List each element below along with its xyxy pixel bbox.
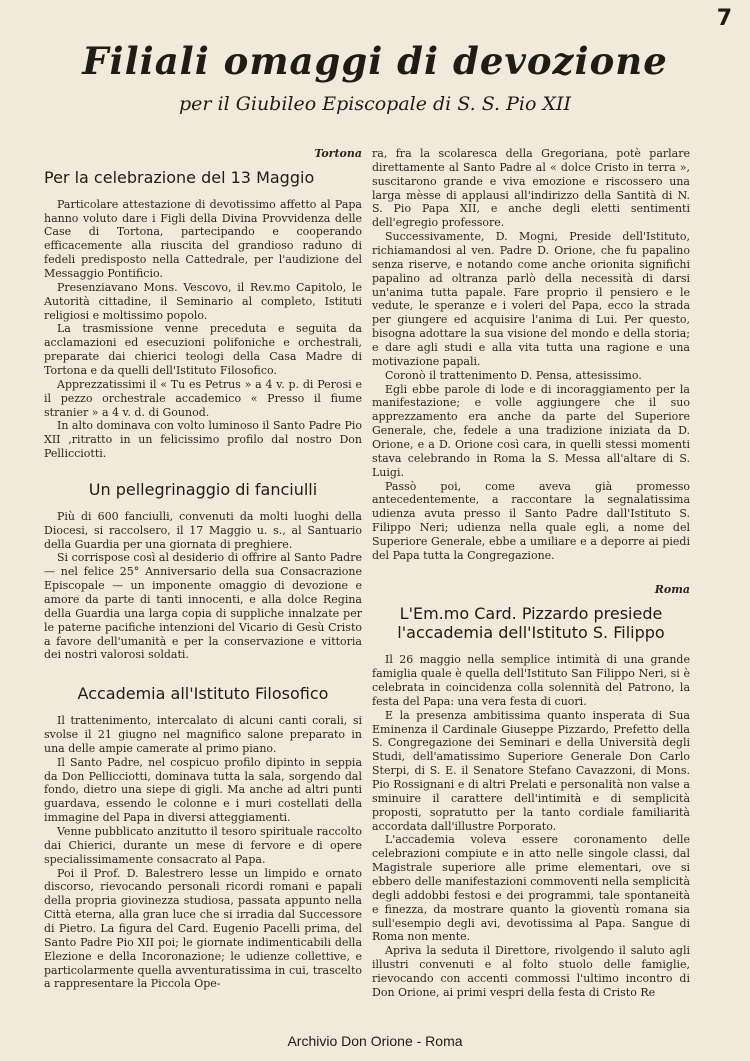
- paragraph: E la presenza ambitissima quanto insperata di Sua Eminenza il Cardinale Giuseppe Pizzardo, Prefetto della S. Congregazione dei Seminari e della Università degli Studi, dell'amatissimo Superiore Generale Don Carlo Sterpi, di S. E. il Senatore Stefano Cavazzoni, di Mons. Pio Rossignani e di altri Prelati e personalità non valse a sminuire il carattere dell'intimità e di semplicità proposti, sopratutto per la tanto cordiale familiarità accordata dall'illustre Porporato.: [372, 708, 690, 833]
- section-title-celebrazione: Per la celebrazione del 13 Maggio: [44, 167, 315, 187]
- paragraph: Passò poi, come aveva già promesso antecedentemente, a raccontare la segnalatissima udienza avuta presso il Santo Padre dall'Istituto S. Filippo Neri; udienza nella quale egli, a nome del Superiore Generale, ebbe a umiliare e a deporre ai piedi del Papa tutta la Congregazione.: [372, 479, 690, 562]
- left-column: [44, 147, 362, 991]
- paragraph: Apprezzatissimi il « Tu es Petrus » a 4 v. p. di Perosi e il pezzo orchestrale accademico « Presso il fiume stranier » a 4 v. d. di Gounod.: [44, 377, 362, 419]
- paragraph: Particolare attestazione di devotissimo affetto al Papa hanno voluto dare i Figli della Divina Provvidenza delle Case di Tortona, partecipando e cooperando efficacemente alla riuscita del grandioso raduno di fedeli predisposto nella Cattedrale, per l'audizione del Messaggio Pontificio.: [44, 197, 362, 280]
- paragraph: Si corrispose così al desiderio di offrire al Santo Padre — nel felice 25° Anniversario della sua Consacrazione Episcopale — un imponente omaggio di devozione e amore da parte di tanti innocenti, e alla dolce Regina della Guardia una larga copia di suppliche innalzate per le paterne pacifiche intenzioni del Vicario di Gesù Cristo a favore dell'umanità e per la conservazione e vittoria dei nostri valorosi soldati.: [44, 551, 362, 662]
- paragraph: Il 26 maggio nella semplice intimità di una grande famiglia quale è quella dell'Istituto San Filippo Neri, si è celebrata in coincidenza colla solennità del Patrono, la festa del Papa: una vera festa di cuori.: [372, 653, 690, 708]
- paragraph: Successivamente, D. Mogni, Preside dell'Istituto, richiamandosi al ven. Padre D. Orione, che fu papalino senza riserve, e notando come anche orionita significhi papalino ad oltranza parlò della necessità di darsi un'anima tutta papale. Fare proprio il pensiero e le vedute, le speranze e i voleri del Papa, ecco la strada per giungere ed acquisire l'anima di Lui. Per questo, bisogna adottare la sua visione del mondo e della storia; e dare agli studi e alla vita tutta una ragione e una motivazione papali.: [372, 230, 690, 368]
- page-title: Filiali omaggi di devozione: [82, 39, 668, 83]
- page-number: 7: [716, 6, 732, 31]
- section-title-pellegrinaggio: Un pellegrinaggio di fanciulli: [88, 480, 318, 500]
- paragraph: La trasmissione venne preceduta e seguita da acclamazioni ed esecuzioni polifoniche e orchestrali, preparate dai chierici teologi della Casa Madre di Tortona e da quelli dell'Istituto Filosofico.: [44, 322, 362, 377]
- section-spacer: [44, 662, 362, 684]
- paragraph: Il trattenimento, intercalato di alcuni canti corali, si svolse il 21 giugno nel magnifico salone preparato in una delle ampie camerate al primo piano.: [44, 714, 362, 755]
- paragraph: L'accademia voleva essere coronamento delle celebrazioni compiute e in atto nelle singole classi, dal Magistrale superiore alle prime elementari, ove si ebbero delle manifestazioni commoventi nella semplicità degli addobbi festosi e dei programmi, tale spontaneità e finezza, da mostrare quanto la gioventù romana sia sull'esempio degli avi, devotissima al Papa. Sangue di Roma non mente.: [372, 833, 690, 944]
- section-place-roma: Roma: [654, 582, 690, 596]
- paragraph: Egli ebbe parole di lode e di incoraggiamento per la manifestazione; e volle aggiungere che il suo apprezzamento era anche da parte del Superiore Generale, che, fedele a una tradizione iniziata da D. Orione, e a D. Orione così cara, in quelli stessi momenti stava celebrando in Roma la S. Messa all'altare di S. Luigi.: [372, 382, 690, 479]
- paragraph: Presenziavano Mons. Vescovo, il Rev.mo Capitolo, le Autorità cittadine, il Seminario al completo, Istituti religiosi e moltissimo popolo.: [44, 280, 362, 322]
- paragraph: ra, fra la scolaresca della Gregoriana, potè parlare direttamente al Santo Padre al « dolce Cristo in terra », suscitarono grande e viva emozione e riscossero una larga mèsse di applausi all'indirizzo della Santità di N. S. Pio Papa XII, e anche degli eletti sentimenti dell'egregio professore.: [372, 147, 690, 230]
- right-column: [372, 147, 690, 1000]
- paragraph: In alto dominava con volto luminoso il Santo Padre Pio XII ,ritratto in un felicissimo profilo dal nostro Don Pellicciotti.: [44, 419, 362, 461]
- paragraph: Poi il Prof. D. Balestrero lesse un limpido e ornato discorso, rievocando personali ricordi romani e papali della propria giovinezza studiosa, passata appunto nella Città eterna, alla gran luce che si irradia dal Successore di Pietro. La figura del Card. Eugenio Pacelli prima, del Santo Padre Pio XII poi; le giornate indimenticabili della Elezione e della Incoronazione; le udienze collettive, e particolarmente quella avventuratissima in cui, trascelto a rappresentare la Piccola Ope-: [44, 866, 362, 991]
- paragraph: Coronò il trattenimento D. Pensa, attesissimo.: [385, 368, 642, 382]
- masthead: [18, 40, 732, 115]
- paragraph: Apriva la seduta il Direttore, rivolgendo il saluto agli illustri convenuti e al folto stuolo delle famiglie, rievocando con accenti commossi l'ultimo incontro di Don Orione, ai primi vespri della festa di Cristo Re: [372, 944, 690, 999]
- section-place-tortona: Tortona: [314, 147, 362, 160]
- paragraph: Più di 600 fanciulli, convenuti da molti luoghi della Diocesi, si raccolsero, il 17 Maggio u. s., al Santuario della Guardia per una giornata di preghiere.: [44, 509, 362, 551]
- section-title-accademia-filosofico: Accademia all'Istituto Filosofico: [77, 684, 329, 704]
- page-subtitle: per il Giubileo Episcopale di S. S. Pio XII: [178, 92, 572, 115]
- paragraph: Venne pubblicato anzitutto il tesoro spirituale raccolto dai Chierici, durante un mese di fervore e di opere specialissimamente consacrato al Papa.: [44, 825, 362, 866]
- section-spacer: [44, 461, 362, 480]
- archive-footer: Archivio Don Orione - Roma: [287, 1033, 463, 1049]
- section-spacer: [372, 563, 690, 583]
- section-title-pizzardo: L'Em.mo Card. Pizzardo presiede l'accademia dell'Istituto S. Filippo: [397, 603, 665, 643]
- paragraph: Il Santo Padre, nel cospicuo profilo dipinto in seppia da Don Pellicciotti, dominava tutta la sala, sorgendo dal fondo, dietro una siepe di gigli. Ma anche ad altri punti guardava, essendo le colonne e i muri costellati della immagine del Papa in diversi atteggiamenti.: [44, 755, 362, 825]
